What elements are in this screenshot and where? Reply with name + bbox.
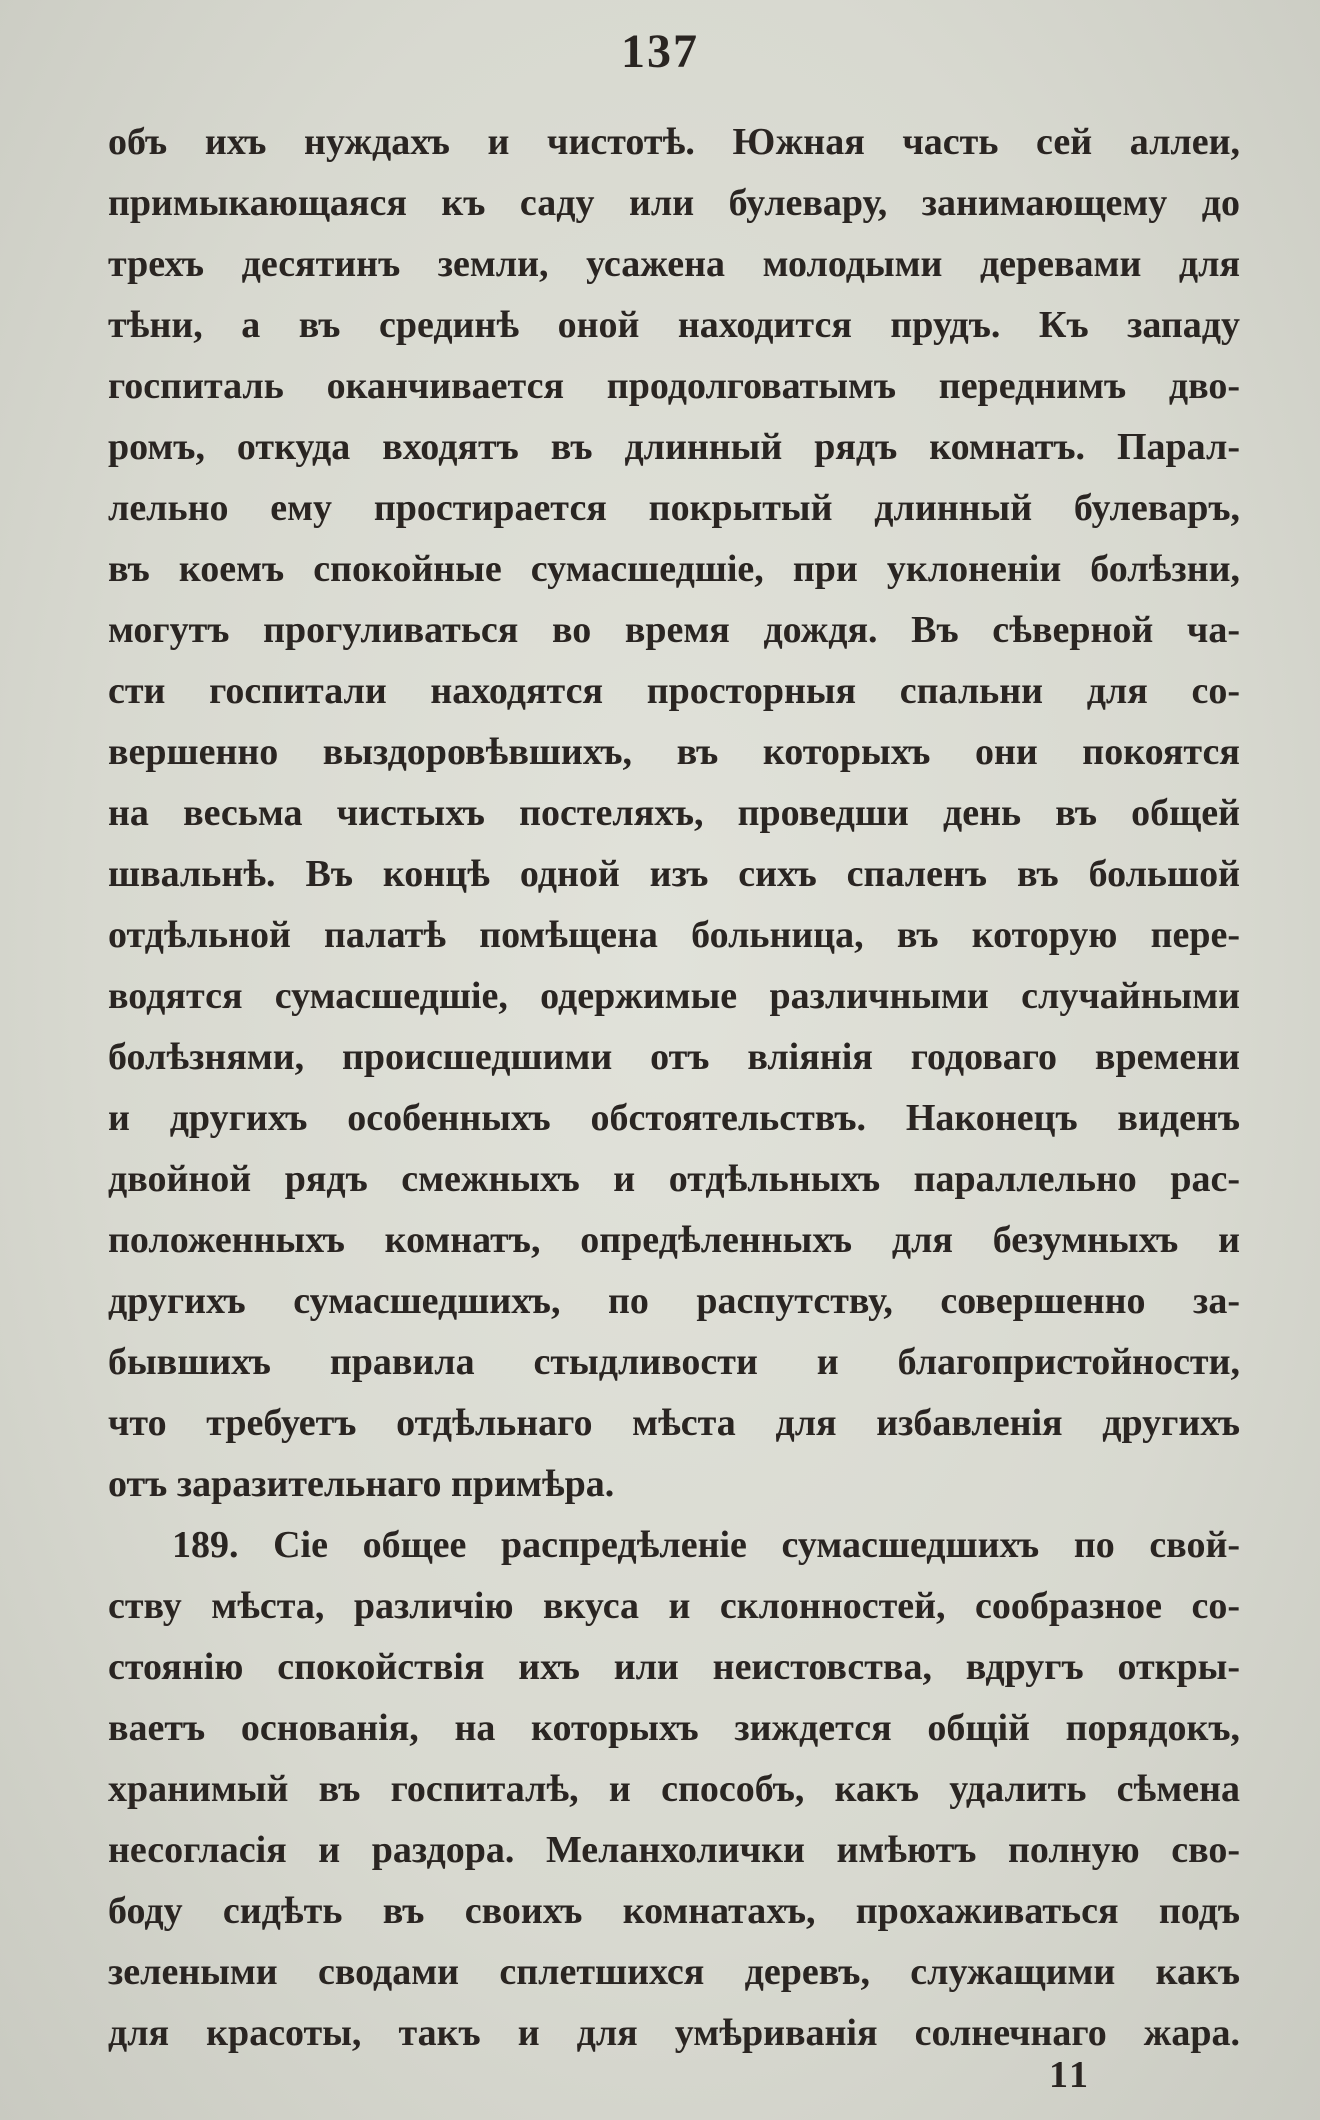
text-line: тѣни, а въ срединѣ оной находится прудъ. Къ западу xyxy=(108,304,1240,346)
text-line: что требуетъ отдѣльнаго мѣста для избавленія другихъ xyxy=(108,1402,1240,1444)
text-line: зелеными сводами сплетшихся деревъ, служащими какъ xyxy=(108,1951,1240,1993)
numbered-paragraph-start: 189. Сіе общее распредѣленіе сумасшедшихъ по свой- xyxy=(172,1524,1240,1566)
text-line: объ ихъ нуждахъ и чистотѣ. Южная часть сей аллеи, xyxy=(108,121,1240,163)
text-line: ромъ, откуда входятъ въ длинный рядъ комнатъ. Парал- xyxy=(108,426,1240,468)
text-column xyxy=(108,112,1240,2064)
text-line: ваетъ основанія, на которыхъ зиждется общій порядокъ, xyxy=(108,1707,1240,1749)
text-line: сти госпитали находятся просторныя спальни для со- xyxy=(108,670,1240,712)
text-line: болѣзнями, происшедшими отъ вліянія годоваго времени xyxy=(108,1036,1240,1078)
text-line: другихъ сумасшедшихъ, по распутству, совершенно за- xyxy=(108,1280,1240,1322)
text-line: боду сидѣть въ своихъ комнатахъ, прохаживаться подъ xyxy=(108,1890,1240,1932)
text-line: могутъ прогуливаться во время дождя. Въ сѣверной ча- xyxy=(108,609,1240,651)
text-line: бывшихъ правила стыдливости и благопристойности, xyxy=(108,1341,1240,1383)
text-line: и другихъ особенныхъ обстоятельствъ. Наконецъ виденъ xyxy=(108,1097,1240,1139)
text-line: отдѣльной палатѣ помѣщена больница, въ которую пере- xyxy=(108,914,1240,956)
text-line: положенныхъ комнатъ, опредѣленныхъ для безумныхъ и xyxy=(108,1219,1240,1261)
text-line: водятся сумасшедшіе, одержимые различными случайными xyxy=(108,975,1240,1017)
page-number: 137 xyxy=(621,25,699,78)
signature-mark: 11 xyxy=(1049,2054,1091,2096)
text-line: трехъ десятинъ земли, усажена молодыми деревами для xyxy=(108,243,1240,285)
text-line: несогласія и раздора. Меланхолички имѣютъ полную сво- xyxy=(108,1829,1240,1871)
text-line: для красоты, такъ и для умѣриванія солнечнаго жара. xyxy=(108,2012,1240,2054)
text-line: на весьма чистыхъ постеляхъ, проведши день въ общей xyxy=(108,792,1240,834)
text-line: госпиталь оканчивается продолговатымъ переднимъ дво- xyxy=(108,365,1240,407)
text-line: ству мѣста, различію вкуса и склонностей, сообразное со- xyxy=(108,1585,1240,1627)
text-line: стоянію спокойствія ихъ или неистовства, вдругъ откры- xyxy=(108,1646,1240,1688)
paragraph-end-line: отъ заразительнаго примѣра. xyxy=(108,1463,615,1505)
text-line: примыкающаяся къ саду или булевару, занимающему до xyxy=(108,182,1240,224)
text-line: хранимый въ госпиталѣ, и способъ, какъ удалить сѣмена xyxy=(108,1768,1240,1810)
text-line: швальнѣ. Въ концѣ одной изъ сихъ спаленъ въ большой xyxy=(108,853,1240,895)
text-line: лельно ему простирается покрытый длинный булеваръ, xyxy=(108,487,1240,529)
text-line: въ коемъ спокойные сумасшедшіе, при уклоненіи болѣзни, xyxy=(108,548,1240,590)
text-line: двойной рядъ смежныхъ и отдѣльныхъ параллельно рас- xyxy=(108,1158,1240,1200)
text-line: вершенно выздоровѣвшихъ, въ которыхъ они покоятся xyxy=(108,731,1240,773)
